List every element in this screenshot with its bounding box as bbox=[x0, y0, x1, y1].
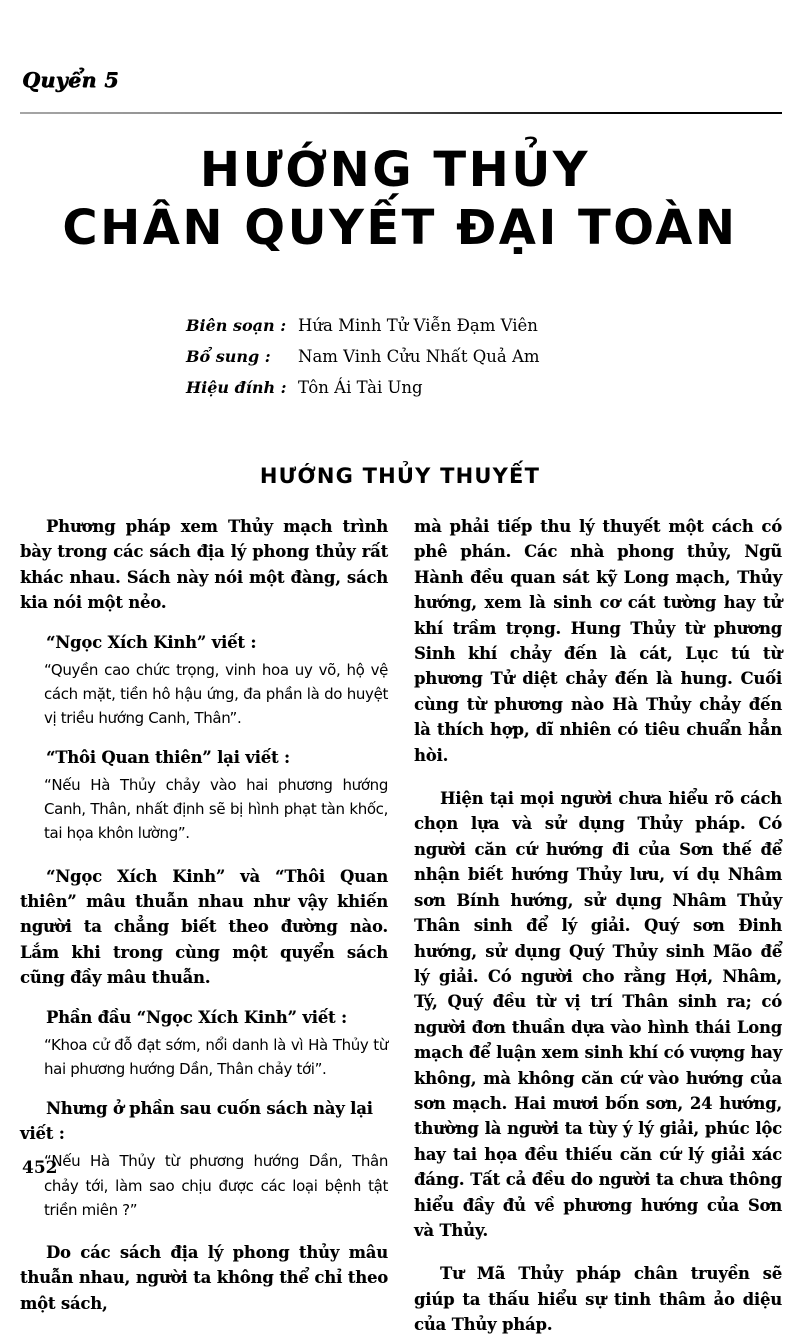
block-quote: “Khoa cử đỗ đạt sớm, nổi danh là vì Hà Thủy từ hai phương hướng Dần, Thân chảy tới”. bbox=[44, 1036, 388, 1079]
page-number: 452 bbox=[22, 1158, 58, 1178]
byline-value: Hứa Minh Tử Viễn Đạm Viên bbox=[298, 316, 538, 335]
page-title bbox=[0, 142, 800, 256]
paragraph: “Ngọc Xích Kinh” và “Thôi Quan thiên” mâu thuẫn nhau như vậy khiến người ta chẳng biết theo đường nào. Lắm khi trong cùng một quyển sách cũng đầy mâu thuẫn. bbox=[20, 866, 388, 988]
block-quote: “Nếu Hà Thủy từ phương hướng Dần, Thân chảy tới, làm sao chịu được các loại bệnh tật triền miên ?” bbox=[44, 1152, 388, 1219]
byline-label: Hiệu đính : bbox=[186, 378, 287, 397]
quote-lead-in: Phần đầu “Ngọc Xích Kinh” viết : bbox=[46, 1007, 347, 1027]
byline-value: Tôn Ái Tài Ung bbox=[298, 378, 423, 397]
quote-lead-in: Nhưng ở phần sau cuốn sách này lại viết : bbox=[20, 1098, 373, 1143]
paragraph: Hiện tại mọi người chưa hiểu rõ cách chọn lựa và sử dụng Thủy pháp. Có người căn cứ hướng đi của Sơn thế để nhận biết hướng Thủy lưu, ví dụ Nhâm sơn Bính hướng, sử dụng Nhâm Thủy Thân sinh để lý giải. Quý sơn Đinh hướng, sử dụng Quý Thủy sinh Mão để lý giải. Có người cho rằng Hợi, Nhâm, Tý, Quý đều từ vị trí Thân sinh ra; có người đơn thuần dựa vào hình thái Long mạch để luận xem sinh khí có vượng hay không, mà không căn cứ vào hướng của sơn mạch. Hai mươi bốn sơn, 24 hướng, thường là người ta tùy ý lý giải, phúc lộc hay tai họa đều thiếu căn cứ lý giải xác đáng. Tất cả đều do người ta chưa thông hiểu đầy đủ về phương hướng của Sơn và Thủy. bbox=[414, 789, 782, 1240]
title-line-1: HƯỚNG THỦY bbox=[199, 142, 591, 198]
quote-lead-in: “Thôi Quan thiên” lại viết : bbox=[46, 747, 290, 767]
left-column bbox=[20, 514, 388, 1338]
byline-label: Biên soạn : bbox=[186, 316, 287, 335]
section-heading: HƯỚNG THỦY THUYẾT bbox=[259, 464, 541, 488]
paragraph-continued: mà phải tiếp thu lý thuyết một cách có phê phán. Các nhà phong thủy, Ngũ Hành đều quan sát kỹ Long mạch, Thủy hướng, xem là sinh cơ cát tường hay tử khí trầm trọng. Hung Thủy từ phương Sinh khí chảy đến là cát, Lục tú từ phương Tử diệt chảy đến là hung. Cuối cùng từ phương nào Hà Thủy chảy đến là thích hợp, dĩ nhiên có tiêu chuẩn hẳn hòi. bbox=[414, 517, 782, 765]
block-quote: “Nếu Hà Thủy chảy vào hai phương hướng Canh, Thân, nhất định sẽ bị hình phạt tàn khốc, tai họa khôn lường”. bbox=[44, 776, 388, 843]
paragraph: Do các sách địa lý phong thủy mâu thuẫn nhau, người ta không thể chỉ theo một sách, bbox=[20, 1242, 388, 1313]
title-line-2: CHÂN QUYẾT ĐẠI TOÀN bbox=[62, 199, 738, 256]
byline-value: Nam Vinh Cửu Nhất Quả Am bbox=[298, 347, 540, 366]
block-quote: “Quyền cao chức trọng, vinh hoa uy võ, hộ vệ cách mặt, tiền hô hậu ứng, đa phần là do huyệt vị triều hướng Canh, Thân”. bbox=[44, 661, 388, 728]
quote-lead-in: “Ngọc Xích Kinh” viết : bbox=[46, 632, 257, 652]
paragraph: Tư Mã Thủy pháp chân truyền sẽ giúp ta thấu hiểu sự tinh thâm ảo diệu của Thủy pháp. bbox=[414, 1264, 782, 1335]
running-head-chapter: Quyển 5 bbox=[22, 68, 119, 92]
header-rule bbox=[20, 112, 782, 114]
byline-row bbox=[186, 316, 540, 335]
paragraph: Phương pháp xem Thủy mạch trình bày trong các sách địa lý phong thủy rất khác nhau. Sách này nói một đàng, sách kia nói một nẻo. bbox=[20, 517, 388, 613]
byline-label: Bổ sung : bbox=[186, 347, 271, 366]
byline-row bbox=[186, 347, 540, 366]
byline-block bbox=[186, 316, 540, 409]
body-columns bbox=[20, 514, 782, 1338]
byline-row bbox=[186, 378, 540, 397]
right-column bbox=[414, 514, 782, 1338]
